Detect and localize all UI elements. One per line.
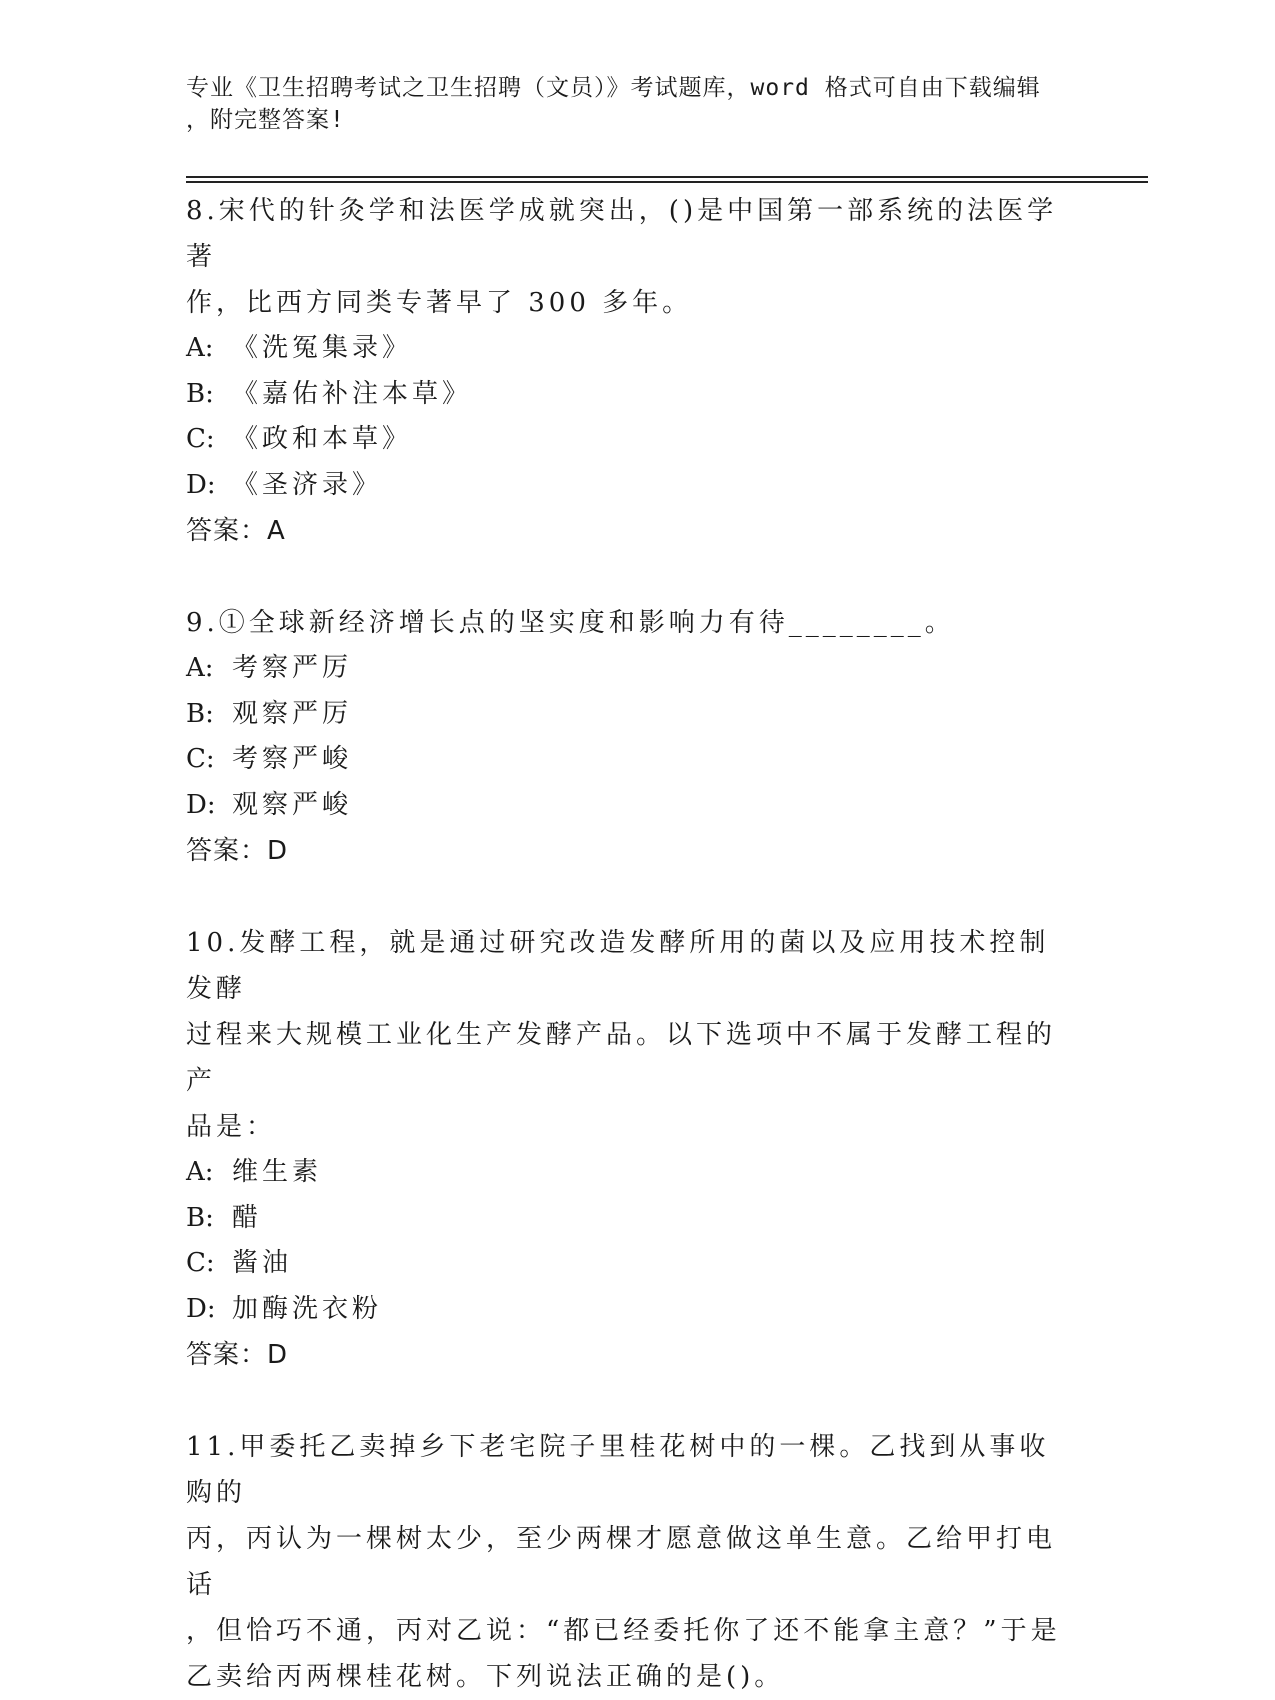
question-list	[186, 188, 1076, 1700]
option-label: B:	[186, 1202, 214, 1233]
question-9-option-b	[186, 692, 1076, 738]
question-11-line-4: 乙卖给丙两棵桂花树。下列说法正确的是()。	[186, 1662, 785, 1692]
option-label: C:	[186, 1248, 215, 1278]
question-10-option-c	[186, 1241, 1076, 1287]
option-label: A:	[186, 1157, 214, 1187]
option-text: 醋	[232, 1202, 263, 1233]
option-label: D:	[186, 1293, 216, 1324]
option-text: 酱油	[232, 1248, 293, 1278]
question-8-option-c	[186, 417, 1076, 463]
question-10-line-3: 品是：	[186, 1112, 277, 1142]
option-label: C:	[186, 424, 215, 454]
question-10-line-2: 过程来大规模工业化生产发酵产品。以下选项中不属于发酵工程的产	[186, 1020, 1057, 1096]
header-line-1: 专业《卫生招聘考试之卫生招聘（文员）》考试题库，word 格式可自由下载编辑	[186, 75, 1041, 101]
question-9-option-d	[186, 783, 1076, 829]
option-label: C:	[186, 744, 215, 774]
option-label: B:	[186, 378, 214, 409]
option-text: 《圣济录》	[232, 469, 383, 500]
question-8	[186, 188, 1076, 554]
question-9-option-a	[186, 646, 1076, 692]
option-label: A:	[186, 653, 214, 683]
question-11-line-3: ，但恰巧不通，丙对乙说：“都已经委托你了还不能拿主意？”于是	[186, 1616, 1061, 1646]
question-10-answer: 答案：D	[186, 1340, 289, 1370]
option-label: B:	[186, 698, 214, 729]
option-text: 《洗冤集录》	[232, 333, 413, 363]
option-text: 维生素	[232, 1157, 323, 1187]
question-9	[186, 600, 1076, 874]
question-9-option-c	[186, 737, 1076, 783]
question-10-option-b	[186, 1196, 1076, 1242]
question-8-option-a	[186, 326, 1076, 372]
question-9-answer: 答案：D	[186, 836, 289, 866]
header-divider-bottom	[186, 181, 1148, 183]
question-11-line-1: 11.甲委托乙卖掉乡下老宅院子里桂花树中的一棵。乙找到从事收购的	[186, 1432, 1050, 1508]
question-10-option-a	[186, 1150, 1076, 1196]
option-text: 加酶洗衣粉	[232, 1293, 383, 1324]
option-label: D:	[186, 789, 216, 820]
question-8-line-1: 8.宋代的针灸学和法医学成就突出，()是中国第一部系统的法医学著	[186, 196, 1058, 272]
option-text: 考察严厉	[232, 653, 353, 683]
question-10-line-1: 10.发酵工程，就是通过研究改造发酵所用的菌以及应用技术控制发酵	[186, 928, 1050, 1004]
question-8-line-2: 作，比西方同类专著早了 300 多年。	[186, 288, 693, 318]
question-11	[186, 1424, 1076, 1700]
question-11-line-2: 丙，丙认为一棵树太少，至少两棵才愿意做这单生意。乙给甲打电话	[186, 1524, 1057, 1600]
option-label: A:	[186, 333, 214, 363]
option-text: 观察严峻	[232, 789, 353, 820]
question-8-option-d	[186, 463, 1076, 509]
option-text: 观察严厉	[232, 698, 353, 729]
question-10-option-d	[186, 1287, 1076, 1333]
question-8-answer: 答案：A	[186, 516, 286, 546]
question-9-line-1: 9.①全球新经济增长点的坚实度和影响力有待________。	[186, 608, 955, 638]
header-divider-top	[186, 176, 1148, 178]
header-line-2: ，附完整答案!	[186, 107, 345, 133]
option-text: 《嘉佑补注本草》	[232, 378, 473, 409]
question-10	[186, 920, 1076, 1378]
option-label: D:	[186, 469, 216, 500]
question-8-option-b	[186, 372, 1076, 418]
document-header	[186, 72, 1066, 136]
option-text: 考察严峻	[232, 744, 353, 774]
option-text: 《政和本草》	[232, 424, 413, 454]
